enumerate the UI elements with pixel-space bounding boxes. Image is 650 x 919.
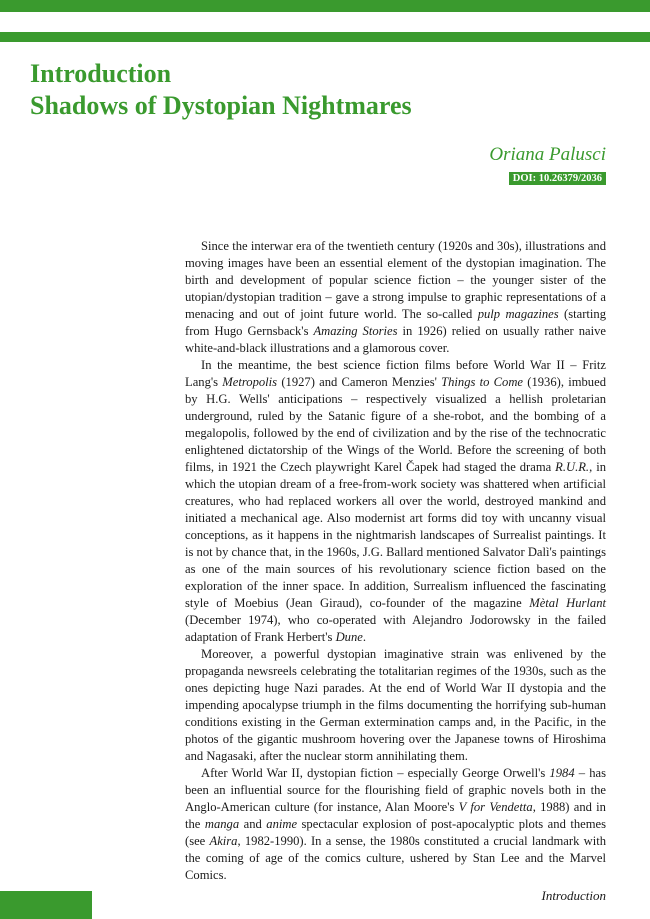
text-run: – has been an influential source for the flourishing field of graphic novels both in the Anglo-American culture (for instance, Alan Moore's: [185, 766, 606, 814]
doi-badge: DOI: 10.26379/2036: [509, 172, 606, 185]
chapter-title: [30, 58, 630, 122]
italic-text-run: anime: [266, 817, 298, 831]
italic-text-run: Mètal Hurlant: [529, 596, 606, 610]
title-line-2: Shadows of Dystopian Nightmares: [30, 91, 412, 120]
italic-text-run: 1984: [549, 766, 575, 780]
text-run: Since the interwar era of the twentieth century (1920s and 30s), illustrations and moving images have been an essential element of the dystopian imagination. The birth and development of popular science fiction – the younger sister of the utopian/dystopian tradition – gave a strong impulse to graphic representations of a menacing and out of joint future world. The so-called: [185, 239, 606, 321]
second-green-bar: [0, 32, 650, 42]
text-run: , in which the utopian dream of a free-from-work society was shattered when artificial creatures, who had replaced workers all over the world, destroyed mankind and initiated a mechanical age. Also modernist art forms did toy with uncanny visual conceptions, as it happens in the nightmarish landscapes of Surrealist paintings. It is not by chance that, in the 1960s, J.G. Ballard mentioned Salvator Dalì's paintings as one of the main sources of his revolutionary science fiction based on the exploration of the inner space. In addition, Surrealism influenced the fascinating style of Moebius (Jean Giraud), co-founder of the magazine: [185, 460, 606, 610]
text-run: , 1988) and in the: [185, 800, 606, 831]
paragraph: [185, 765, 606, 884]
paragraph: [185, 646, 606, 765]
italic-text-run: Akira: [209, 834, 238, 848]
italic-text-run: Dune: [335, 630, 363, 644]
running-title: Introduction: [541, 888, 606, 903]
text-run: spectacular explosion of post-apocalyptic plots and themes (see: [185, 817, 606, 848]
text-run: and: [239, 817, 267, 831]
text-run: After World War II, dystopian fiction – especially George Orwell's: [201, 766, 550, 780]
article-body: [185, 238, 606, 884]
top-green-bar: [0, 0, 650, 12]
page-number: 4: [40, 872, 47, 887]
footer-page-box: [0, 891, 92, 919]
author-name: Oriana Palusci: [489, 144, 606, 165]
text-run: In the meantime, the best science fiction films before World War II – Fritz Lang's: [185, 358, 606, 389]
text-run: (December 1974), who co-operated with Alejandro Jodorowsky in the failed adaptation of Frank Herbert's: [185, 613, 606, 644]
title-line-1: Introduction: [30, 59, 172, 88]
italic-text-run: manga: [204, 817, 240, 831]
italic-text-run: R.U.R.: [555, 460, 590, 474]
italic-text-run: pulp magazines: [477, 307, 559, 321]
text-run: in 1926) relied on usually rather naive white-and-black illustrations and a glamorous cover.: [185, 324, 606, 355]
text-run: (1936), imbued by H.G. Wells' anticipations – respectively visualized a hellish proletarian underground, ruled by the Satanic figure of a she-robot, and the bombing of a megalopolis, followed by the end of civilization and by the rise of the technocratic enlightened dictatorship of the Wings of the World. Before the screening of both films, in 1921 the Czech playwright Karel Čapek had staged the drama: [185, 375, 606, 474]
text-run: , 1982-1990). In a sense, the 1980s constituted a crucial landmark with the coming of age of the comics culture, ushered by Stan Lee and the Marvel Comics.: [185, 834, 606, 882]
text-run: (1927) and Cameron Menzies': [277, 375, 442, 389]
italic-text-run: Metropolis: [222, 375, 278, 389]
text-run: (starting from Hugo Gernsback's: [185, 307, 606, 338]
paragraph: [185, 357, 606, 646]
italic-text-run: V for Vendetta: [458, 800, 533, 814]
italic-text-run: Amazing Stories: [313, 324, 398, 338]
text-run: .: [362, 630, 366, 644]
paragraph: [185, 238, 606, 357]
text-run: Moreover, a powerful dystopian imaginative strain was enlivened by the propaganda newsreels celebrating the totalitarian regimes of the 1930s, such as the ones depicting huge Nazi parades. At the end of World War II dystopia and the impending apocalypse triumph in the films documenting the horrifying sub-human conditions existing in the German extermination camps and, in the Pacific, in the photos of the gigantic mushroom hovering over the Japanese towns of Hiroshima and Nagasaki, after the nuclear storm annihilating them.: [185, 647, 606, 763]
italic-text-run: Things to Come: [441, 375, 524, 389]
